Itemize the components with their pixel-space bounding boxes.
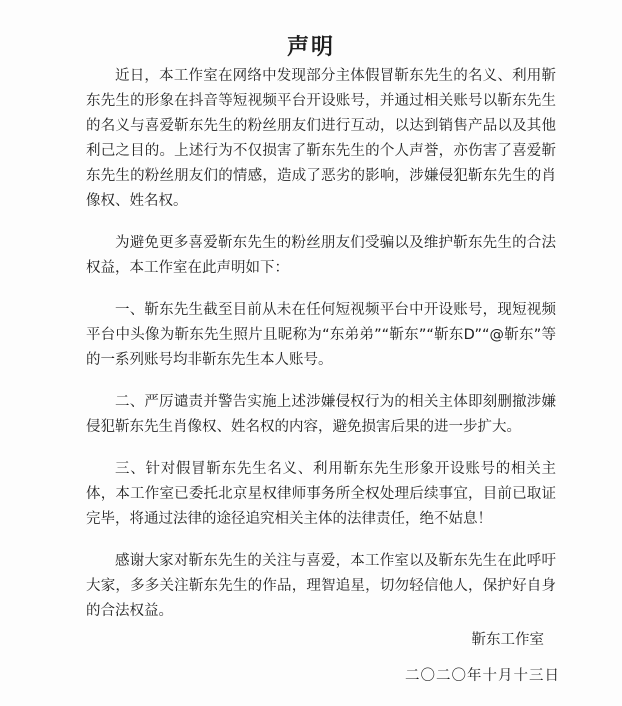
signature-organization: 靳东工作室 [471, 632, 544, 648]
paragraph-point-two: 二、严厉谴责并警告实施上述涉嫌侵权行为的相关主体即刻删撤涉嫌侵犯靳东先生肖像权、姓名权的内容，避免损害后果的进一步扩大。 [86, 394, 556, 435]
paragraph-point-three: 三、针对假冒靳东先生名义、利用靳东先生形象开设账号的相关主体，本工作室已委托北京星权律师事务所全权处理后续事宜，目前已取证完毕，将通过法律的途径追究相关主体的法律责任，绝不姑息！ [86, 461, 556, 527]
paragraph-intro: 近日，本工作室在网络中发现部分主体假冒靳东先生的名义、利用靳东先生的形象在抖音等短视频平台开设账号，并通过相关账号以靳东先生的名义与喜爱靳东先生的粉丝朋友们进行互动，以达到销售产品以及其他利己之目的。上述行为不仅损害了靳东先生的个人声誉，亦伤害了喜爱靳东先生的粉丝朋友们的情感，造成了恶劣的影响，涉嫌侵犯靳东先生的肖像权、姓名权。 [86, 68, 556, 209]
paragraph-point-one: 一、靳东先生截至目前从未在任何短视频平台中开设账号，现短视频平台中头像为靳东先生照片且昵称为“东弟弟”“靳东”“靳东D”“@靳东”等的一系列账号均非靳东先生本人账号。 [86, 302, 556, 368]
document-body [86, 64, 556, 641]
paragraph-closing: 感谢大家对靳东先生的关注与喜爱，本工作室以及靳东先生在此呼吁大家，多多关注靳东先生的作品，理智追星，切勿轻信他人，保护好自身的合法权益。 [86, 553, 556, 619]
paragraph-purpose: 为避免更多喜爱靳东先生的粉丝朋友们受骗以及维护靳东先生的合法权益，本工作室在此声明如下： [86, 235, 556, 276]
signature-date: 二〇二〇年十月十三日 [405, 668, 560, 684]
document-title: 声明 [286, 35, 335, 60]
